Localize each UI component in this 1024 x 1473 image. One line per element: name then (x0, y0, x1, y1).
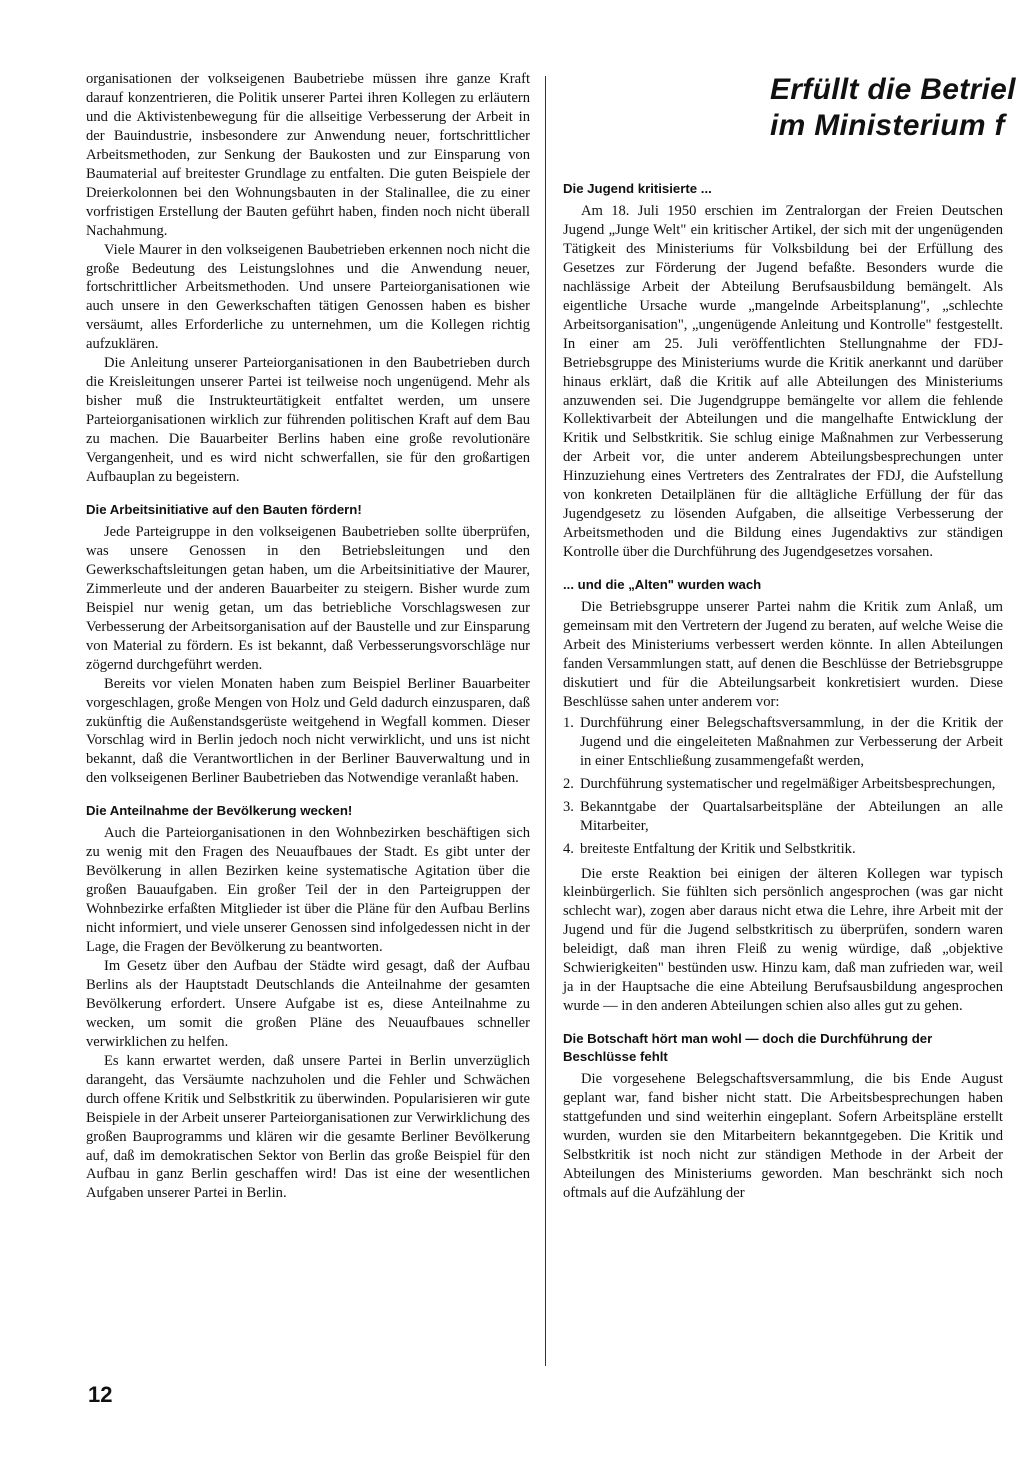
paragraph: organisationen der volkseigenen Baubetriebe müssen ihre ganze Kraft darauf konzentrieren, die Politik unserer Partei ihren Kollegen zu erläutern und die Aktivistenbewegung für die allseitige Verbesserung der Arbeit in der Bauindustrie, insbesondere zur Anwendung neuer, fortschrittlicher Arbeitsmethoden, zur Senkung der Baukosten und zur Einsparung von Baumaterial auf breitester Grundlage zu entfalten. Die guten Beispiele der Dreierkolonnen bei den Wohnungsbauten in der Stalinallee, die zu einer vorfristigen Erstellung der Bauten geführt haben, finden noch nicht überall Nachahmung. (86, 71, 530, 239)
list-number: 4. (563, 840, 574, 857)
page-number: 12 (88, 1382, 113, 1407)
article-title (770, 72, 1024, 144)
paragraph: Jede Parteigruppe in den volkseigenen Baubetrieben sollte überprüfen, was unsere Genossen in den Betriebsleitungen und den Gewerkschaftsleitungen getan haben, um die Arbeitsinitiative der Maurer, Zimmerleute und der anderen Bauarbeiter zu steigern. Bisher wurde zum Beispiel nur wenig getan, um das betriebliche Vorschlagswesen zur Verbesserung der Arbeitsorganisation auf der Baustelle und zur Einsparung von Material zu fördern. Es ist bekannt, daß Verbesserungsvorschläge nur zögernd durchgeführt werden. (86, 523, 530, 673)
list-text: Durchführung systematischer und regelmäßiger Arbeitsbesprechungen, (580, 775, 996, 792)
list-number: 3. (563, 798, 574, 815)
right-column (563, 180, 1003, 1203)
list-item (563, 714, 1003, 771)
paragraph: Bereits vor vielen Monaten haben zum Beispiel Berliner Bauarbeiter vorgeschlagen, große Mengen von Holz und Geld dadurch einzusparen, daß zukünftig die Außenstandsgerüste weitgehend in Wegfall kommen. Dieser Vorschlag wird in Berlin jedoch noch nicht verwirklicht, und uns ist nicht bekannt, daß die Verantwortlichen in der Berliner Bauverwaltung und in den volkseigenen Berliner Baubetrieben das Notwendige veranlaßt haben. (86, 675, 530, 787)
list-text: Durchführung einer Belegschaftsversammlung, in der die Kritik der Jugend und die eingeleiteten Maßnahmen zur Verbesserung der Arbeit in einer Entschließung zusammengefaßt werden, (580, 714, 1003, 769)
paragraph: Viele Maurer in den volkseigenen Baubetrieben erkennen noch nicht die große Bedeutung des Leistungslohnes und die Anwendung neuer, fortschrittlicher Arbeitsmethoden. Und unsere Parteiorganisationen wie auch unsere in den Gewerkschaften tätigen Genossen haben es bisher versäumt, alles Erforderliche zu unternehmen, um die Kollegen richtig aufzuklären. (86, 241, 530, 353)
list-item (563, 840, 1003, 859)
paragraph: Die vorgesehene Belegschaftsversammlung, die bis Ende August geplant war, fand bisher nicht statt. Die Arbeitsbesprechungen haben stattgefunden und sind weiterhin eingeplant. Sofern Arbeitspläne erstellt wurden, wurden sie den Mitarbeitern bekanntgegeben. Die Kritik und Selbstkritik ist noch nicht zur ständigen Methode in der Arbeit der Abteilungen des Ministeriums geworden. Man beschränkt sich noch oftmals auf die Aufzählung der (563, 1071, 1003, 1201)
list-text: breiteste Entfaltung der Kritik und Selbstkritik. (580, 840, 856, 857)
section-heading: ... und die „Alten" wurden wach (563, 577, 762, 593)
list-item (563, 798, 1003, 836)
list-item (563, 775, 1003, 794)
title-line-1: Erfüllt die Betriel (770, 73, 1016, 106)
paragraph: Auch die Parteiorganisationen in den Wohnbezirken beschäftigen sich zu wenig mit den Fragen des Neuaufbaues der Stadt. Es gibt unter der Bevölkerung in allen Bezirken keine systematische Agitation über die großen Bauaufgaben. Ein großer Teil der in den Parteigruppen der Wohnbezirke erfaßten Mitglieder ist über die Pläne für den Aufbau Berlins nicht informiert, und viele unserer Genossen sind infolgedessen nicht in der Lage, die Fragen der Bevölkerung zu beantworten. (86, 825, 530, 956)
list-text: Bekanntgabe der Quartalsarbeitspläne der Abteilungen an alle Mitarbeiter, (580, 798, 1003, 834)
paragraph: Im Gesetz über den Aufbau der Städte wird gesagt, daß der Aufbau Berlins als der Hauptstadt Deutschlands die Anteilnahme der gesamten Bevölkerung erfordert. Unsere Aufgabe ist es, diese Anteilnahme zu wecken, um somit die großen Pläne des Neuaufbaues schneller verwirklichen zu helfen. (86, 957, 530, 1050)
section-heading: Die Botschaft hört man wohl — doch die Durchführung der Beschlüsse fehlt (563, 1031, 933, 1065)
section-heading: Die Anteilnahme der Bevölkerung wecken! (86, 803, 353, 819)
list-number: 2. (563, 775, 574, 792)
title-line-2: im Ministerium f (770, 109, 1005, 142)
left-column (86, 70, 530, 1203)
list-number: 1. (563, 714, 574, 731)
paragraph: Die Anleitung unserer Parteiorganisationen in den Baubetrieben durch die Kreisleitungen unserer Partei ist teilweise noch ungenügend. Mehr als bisher muß die Instrukteurtätigkeit entfaltet werden, um unsere Parteiorganisationen wirklich zur führenden politischen Kraft auf dem Bau zu machen. Die Bauarbeiter Berlins haben eine große revolutionäre Vergangenheit, und es wird nicht schwerfallen, sie für den großartigen Aufbauplan zu begeistern. (86, 355, 530, 486)
paragraph: Die Betriebsgruppe unserer Partei nahm die Kritik zum Anlaß, um gemeinsam mit den Vertretern der Jugend zu beraten, auf welche Weise die Arbeit des Ministeriums verbessert werden könnte. In allen Abteilungen fanden Versammlungen statt, auf denen die Beschlüsse der Betriebsgruppe diskutiert und für die Abteilungsarbeit konkretisiert wurden. Diese Beschlüsse sahen unter anderem vor: (563, 599, 1003, 710)
resolution-list (563, 714, 1003, 859)
section-heading: Die Arbeitsinitiative auf den Bauten fördern! (86, 501, 362, 517)
paragraph: Am 18. Juli 1950 erschien im Zentralorgan der Freien Deutschen Jugend „Junge Welt" ein kritischer Artikel, der sich mit der ungenügenden Tätigkeit des Ministeriums für Volksbildung bei der Erfüllung des Gesetzes zur Förderung der Jugend befaßte. Besonders wurde die nachlässige Arbeit der Abteilung Berufsausbildung bemängelt. Als eigentliche Ursache wurde „mangelnde Arbeitsplanung", „schlechte Arbeitsorganisation", „ungenügende Anleitung und Kontrolle" festgestellt. In einer am 25. Juli veröffentlichten Stellungnahme der FDJ-Betriebsgruppe des Ministeriums wurde die Kritik anerkannt und darüber hinaus erklärt, daß die Kritik auf alle Abteilungen des Ministeriums anzuwenden sei. Die Jugendgruppe bemängelte vor allem die fehlende Kollektivarbeit der Abteilungen und die mangelhafte Entwicklung der Kritik und Selbstkritik. Sie schlug einige Maßnahmen zur Verbesserung der Arbeit vor, die unter anderem Abteilungsbesprechungen unter Hinzuziehung eines Vertreters des Zentralrates der FDJ, die Aufstellung von konkreten Detailplänen für die alltägliche Erfüllung der für das Jugendgesetz zu lösenden Aufgaben, die allseitige Verbesserung der Arbeitsmethoden und die Bildung eines Jugendaktivs zur ständigen Kontrolle über die Durchführung des Jugendgesetzes vorsahen. (563, 203, 1003, 561)
column-divider (545, 76, 546, 1366)
paragraph: Die erste Reaktion bei einigen der älteren Kollegen war typisch kleinbürgerlich. Sie fühlten sich persönlich angesprochen (was gar nicht schlecht war), zogen aber daraus nicht etwa die Lehre, ihre Arbeit mit der Jugend und für die Jugend selbstkritisch zu überprüfen, sondern waren beleidigt, daß man ihren Fleiß zu wenig würdige, daß „objektive Schwierigkeiten" bestünden usw. Hinzu kam, daß man zufrieden war, weil ja in der Hauptsache die eine Abteilung Berufsausbildung angesprochen wurde — in den anderen Abteilungen schien also alles gut zu gehen. (563, 865, 1003, 1015)
section-heading: Die Jugend kritisierte ... (563, 181, 712, 196)
paragraph: Es kann erwartet werden, daß unsere Partei in Berlin unverzüglich darangeht, das Versäumte nachzuholen und die Fehler und Schwächen durch offene Kritik und Selbstkritik zu überwinden. Popularisieren wir gute Beispiele in der Arbeit unserer Parteiorganisationen zur Verwirklichung des großen Bauprogramms und klären wir die gesamte Berliner Bevölkerung auf, daß im demokratischen Sektor von Berlin das große Beispiel für den Aufbau in ganz Berlin geschaffen wird! Das ist eine der wesentlichen Aufgaben unserer Partei in Berlin. (86, 1052, 530, 1202)
